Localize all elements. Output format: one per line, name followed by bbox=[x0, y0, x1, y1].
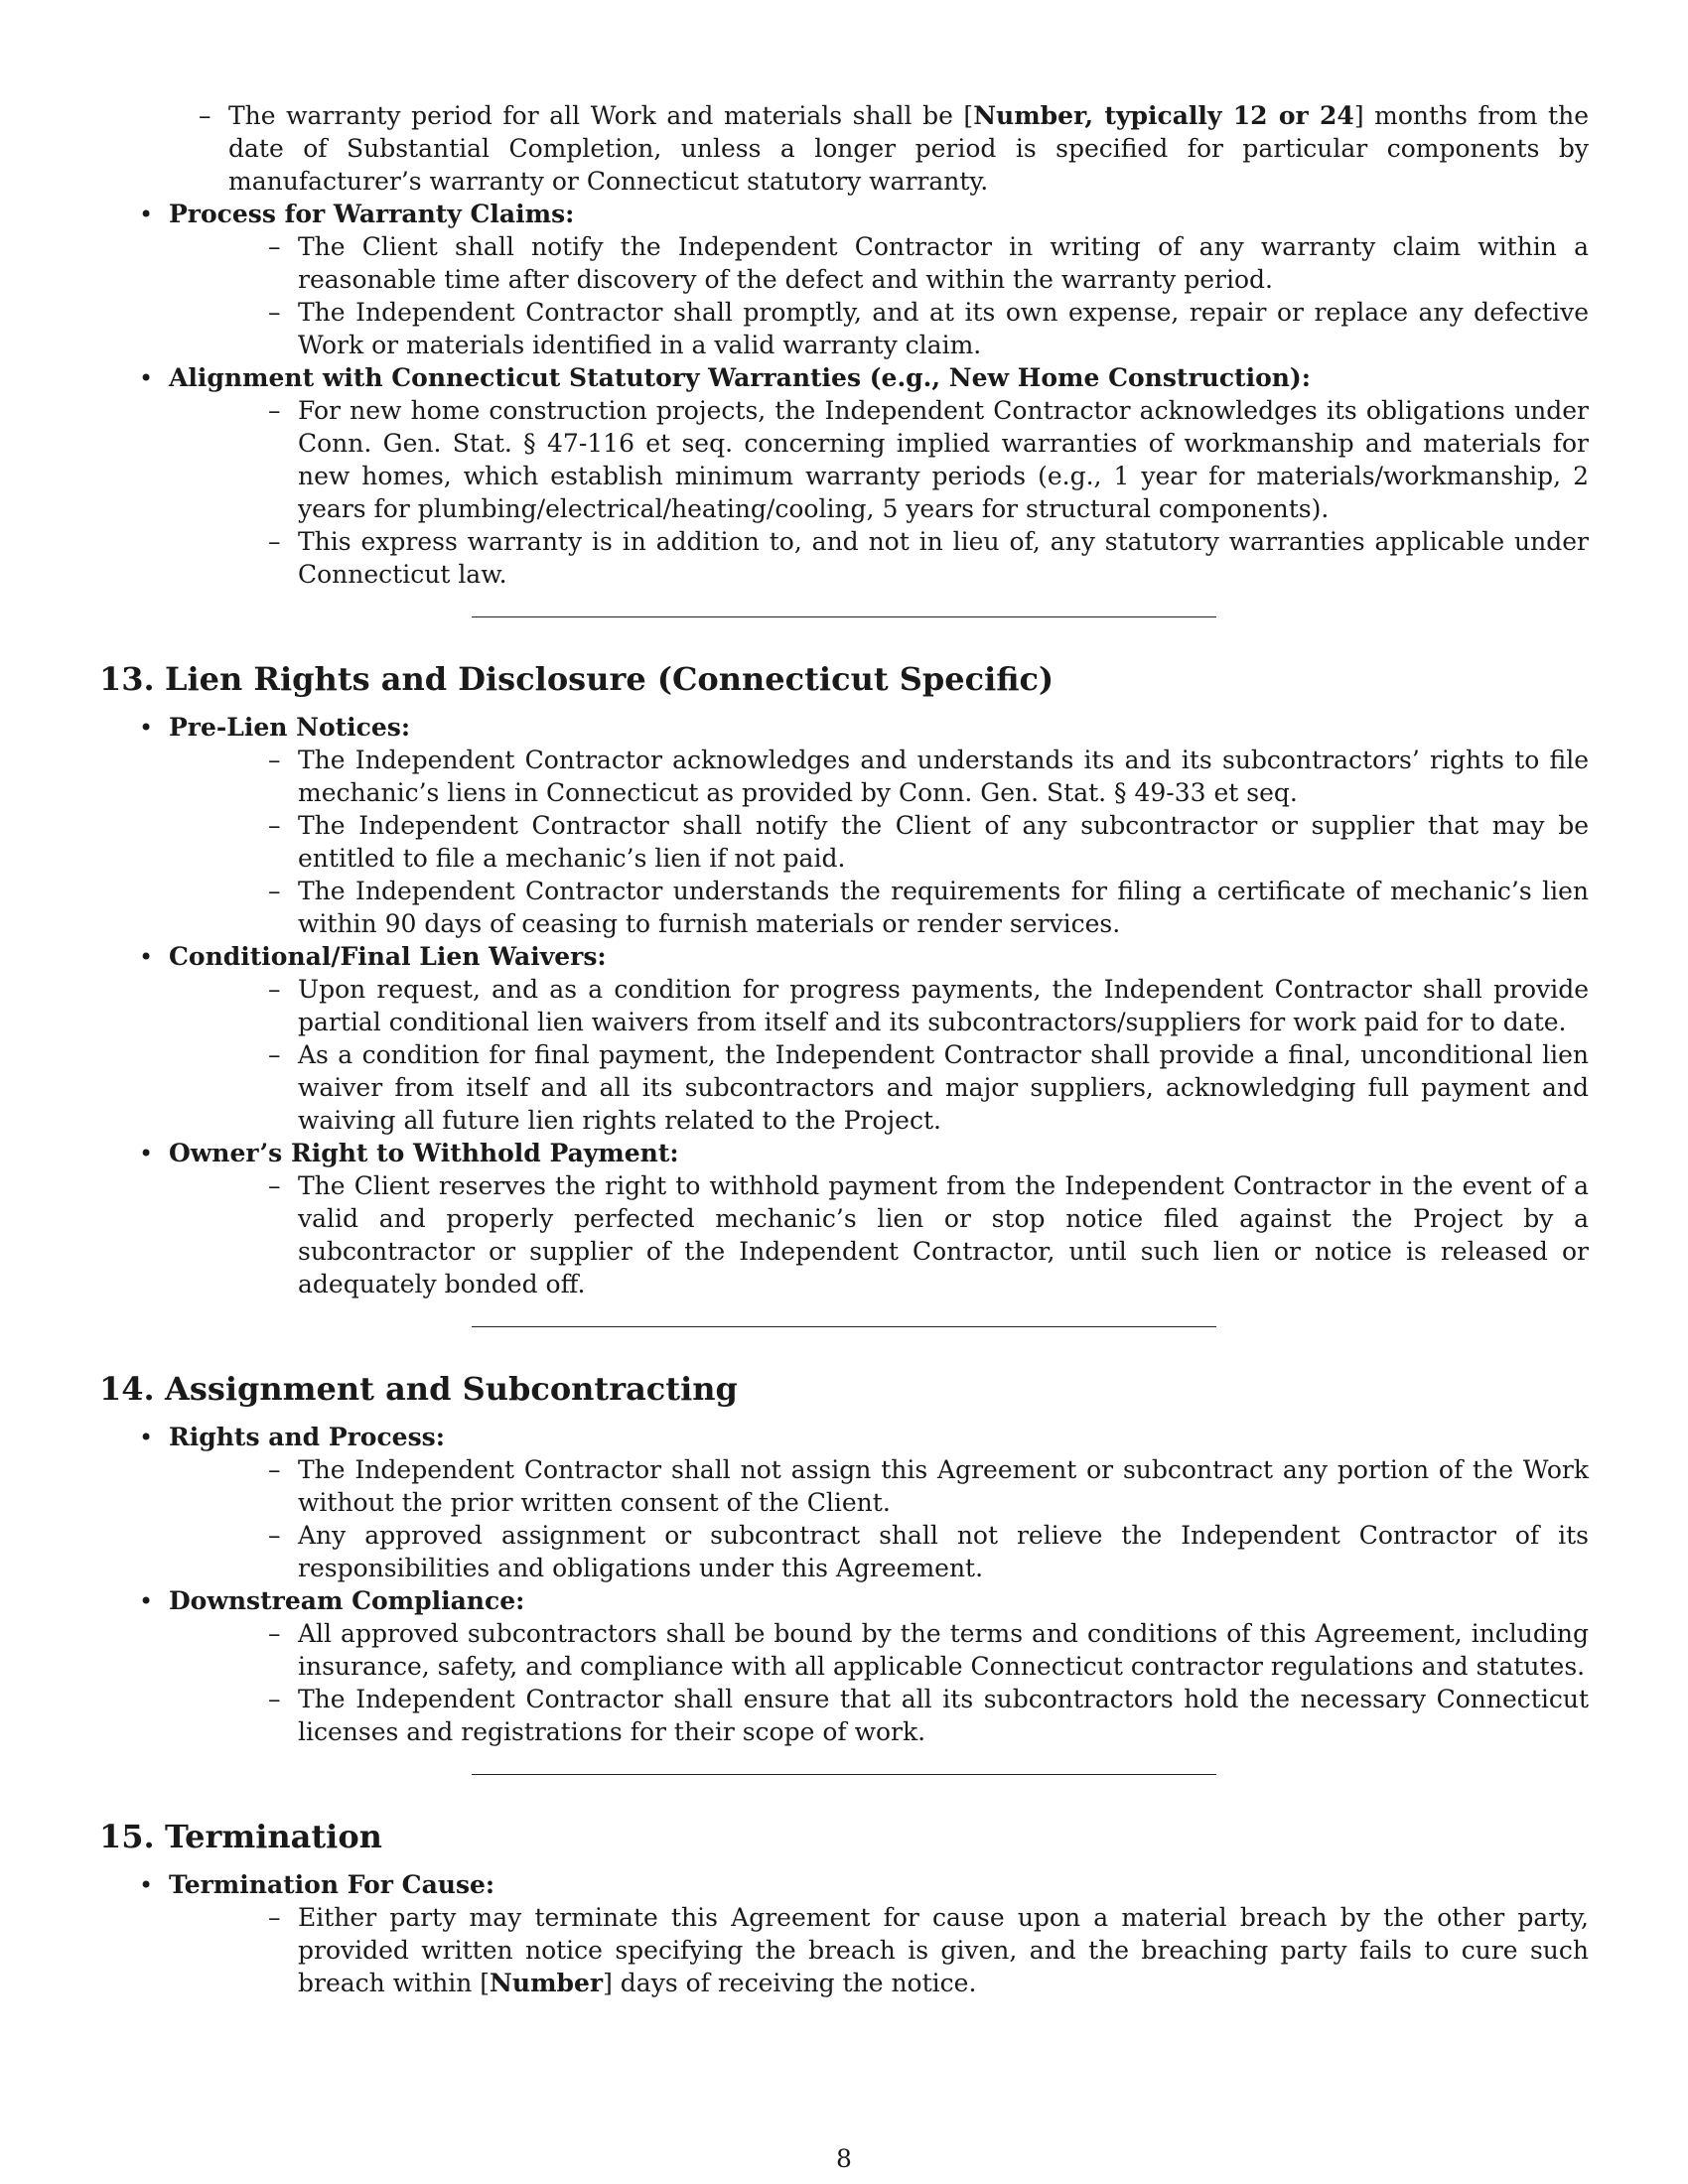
downstream-compliance-sublist bbox=[169, 1617, 1589, 1748]
list-item: – This express warranty is in addition to, and not in lieu of, any statutory warranties applicable under Connecticut law. bbox=[169, 525, 1589, 591]
list-item: – The Independent Contractor shall not assign this Agreement or subcontract any portion of the Work without the prior written consent of the Client. bbox=[169, 1453, 1589, 1519]
lien-waivers-sublist bbox=[169, 973, 1589, 1137]
section-15-list bbox=[99, 1868, 1589, 1999]
section-heading-15: 15. Termination bbox=[99, 1818, 382, 1855]
statutory-warranties-item bbox=[99, 361, 1589, 591]
section-13-list bbox=[99, 711, 1589, 1300]
rights-process-sublist bbox=[169, 1453, 1589, 1584]
list-item: – The Independent Contractor shall promptly, and at its own expense, repair or replace any defective Work or materials identified in a valid warranty claim. bbox=[169, 296, 1589, 361]
item-label: • Owner’s Right to Withhold Payment: bbox=[169, 1139, 679, 1167]
warranty-claims-item bbox=[99, 198, 1589, 361]
list-item: – The Independent Contractor shall ensure that all its subcontractors hold the necessary Connecticut licenses and registrations for their scope of work. bbox=[169, 1683, 1589, 1748]
item-label: • Rights and Process: bbox=[169, 1423, 445, 1451]
page-number: 8 bbox=[836, 2144, 852, 2173]
warranty-claims-sublist bbox=[169, 230, 1589, 361]
warranty-period-item bbox=[99, 99, 1589, 198]
withhold-payment-sublist bbox=[169, 1169, 1589, 1300]
item-label: • Alignment with Connecticut Statutory Warranties (e.g., New Home Construction): bbox=[169, 363, 1311, 392]
warranty-period-sublist bbox=[99, 99, 1589, 198]
rights-process-item bbox=[99, 1421, 1589, 1584]
section-heading-13: 13. Lien Rights and Disclosure (Connecticut Specific) bbox=[99, 660, 1055, 698]
termination-for-cause-item bbox=[99, 1868, 1589, 1999]
document-page bbox=[99, 99, 1589, 1999]
list-item: – The warranty period for all Work and materials shall be [Number, typically 12 or 24] months from the date of Substantial Completion, unless a longer period is specified for particular components by manufacturer’s warranty or Connecticut statutory warranty. bbox=[99, 99, 1589, 198]
list-item: – The Client shall notify the Independent Contractor in writing of any warranty claim within a reasonable time after discovery of the defect and within the warranty period. bbox=[169, 230, 1589, 296]
warranty-continued-list bbox=[99, 99, 1589, 591]
list-item: – The Client reserves the right to withhold payment from the Independent Contractor in the event of a valid and properly perfected mechanic’s lien or stop notice filed against the Project by a subcontractor or supplier of the Independent Contractor, until such lien or notice is released or adequately bonded off. bbox=[169, 1169, 1589, 1300]
termination-for-cause-sublist bbox=[169, 1901, 1589, 1999]
section-heading-14: 14. Assignment and Subcontracting bbox=[99, 1370, 738, 1408]
list-item: – Either party may terminate this Agreement for cause upon a material breach by the other party, provided written notice specifying the breach is given, and the breaching party fails to cure such breach within [Number] days of receiving the notice. bbox=[169, 1901, 1589, 1999]
list-item: – The Independent Contractor shall notify the Client of any subcontractor or supplier that may be entitled to file a mechanic’s lien if not paid. bbox=[169, 809, 1589, 875]
item-label: • Termination For Cause: bbox=[169, 1870, 495, 1899]
pre-lien-sublist bbox=[169, 744, 1589, 940]
section-14-list bbox=[99, 1421, 1589, 1748]
lien-waivers-item bbox=[99, 940, 1589, 1137]
item-label: • Process for Warranty Claims: bbox=[169, 200, 575, 228]
list-item: – As a condition for final payment, the Independent Contractor shall provide a final, unconditional lien waiver from itself and all its subcontractors and major suppliers, acknowledging full payment and waiving all future lien rights related to the Project. bbox=[169, 1038, 1589, 1137]
list-item: – All approved subcontractors shall be bound by the terms and conditions of this Agreement, including insurance, safety, and compliance with all applicable Connecticut contractor regulations and statutes. bbox=[169, 1617, 1589, 1683]
statutory-warranties-sublist bbox=[169, 394, 1589, 591]
list-item: – The Independent Contractor understands the requirements for filing a certificate of mechanic’s lien within 90 days of ceasing to furnish materials or render services. bbox=[169, 875, 1589, 940]
withhold-payment-item bbox=[99, 1137, 1589, 1300]
item-label: • Downstream Compliance: bbox=[169, 1586, 525, 1615]
list-item: – Any approved assignment or subcontract shall not relieve the Independent Contractor of its responsibilities and obligations under this Agreement. bbox=[169, 1519, 1589, 1584]
list-item: – The Independent Contractor acknowledges and understands its and its subcontractors’ rights to file mechanic’s liens in Connecticut as provided by Conn. Gen. Stat. § 49-33 et seq. bbox=[169, 744, 1589, 809]
pre-lien-notices-item bbox=[99, 711, 1589, 940]
downstream-compliance-item bbox=[99, 1584, 1589, 1748]
item-label: • Conditional/Final Lien Waivers: bbox=[169, 942, 607, 971]
list-item: – For new home construction projects, the Independent Contractor acknowledges its obligations under Conn. Gen. Stat. § 47-116 et seq. concerning implied warranties of workmanship and materials for new homes, which establish minimum warranty periods (e.g., 1 year for materials/workmanship, 2 years for plumbing/electrical/heating/cooling, 5 years for structural components). bbox=[169, 394, 1589, 525]
item-label: • Pre-Lien Notices: bbox=[169, 713, 411, 742]
list-item: – Upon request, and as a condition for progress payments, the Independent Contractor shall provide partial conditional lien waivers from itself and its subcontractors/suppliers for work paid for to date. bbox=[169, 973, 1589, 1038]
